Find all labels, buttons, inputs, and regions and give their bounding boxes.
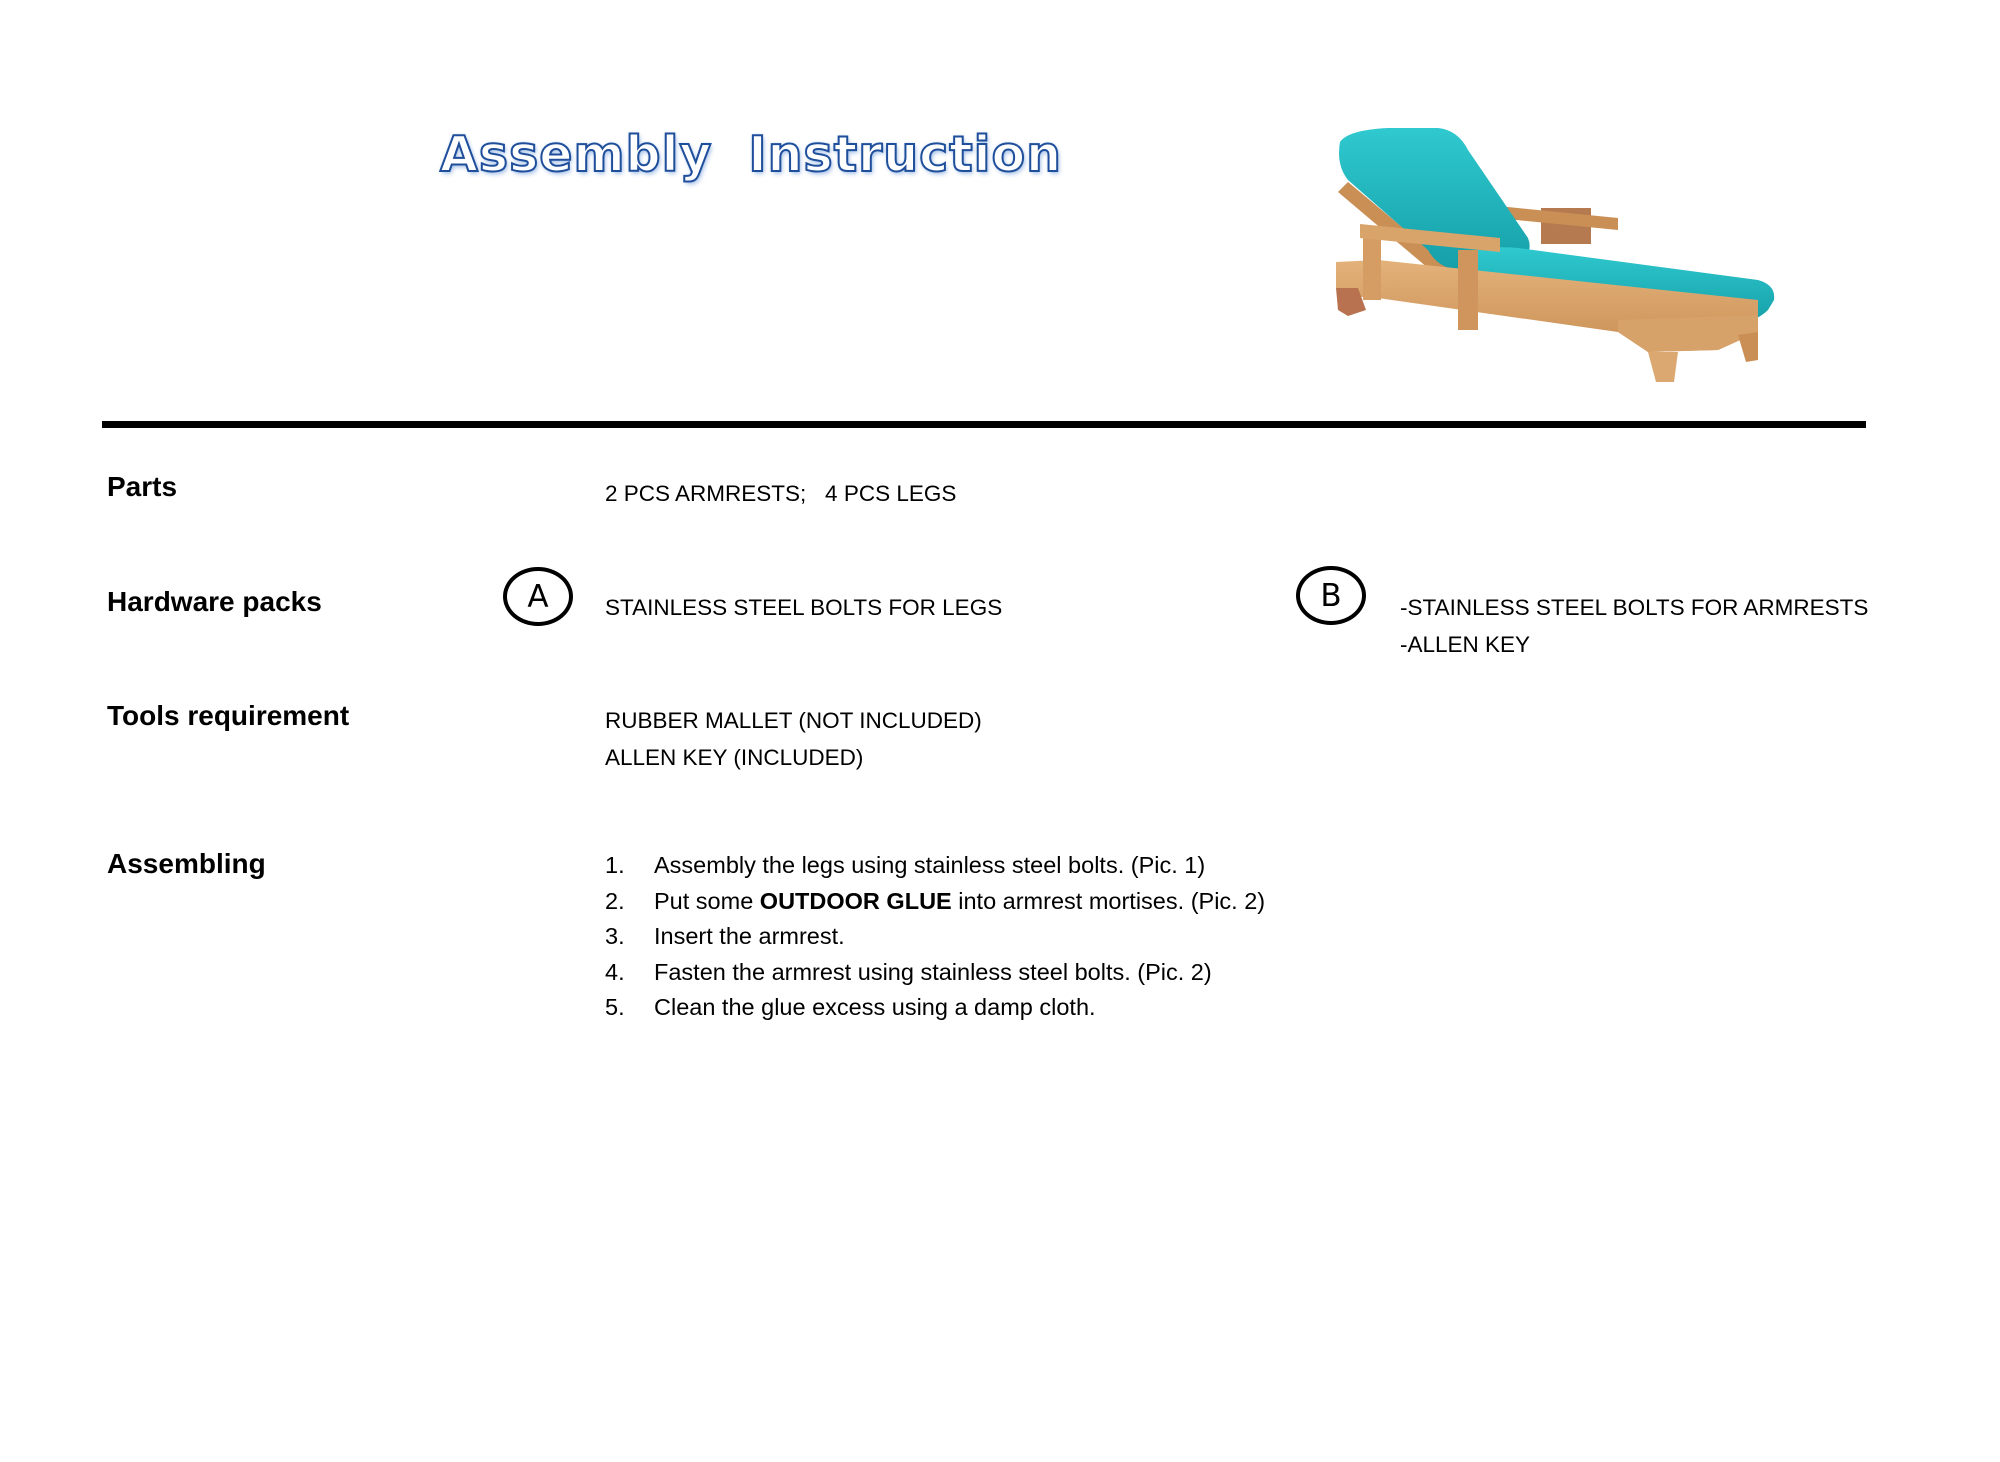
chaise-lounge-chair-image (1318, 120, 1808, 395)
tools-requirement-label: Tools requirement (107, 700, 350, 731)
step-number: 5. (605, 994, 625, 1020)
title-word-1: Assembly (440, 126, 713, 183)
header-divider (102, 421, 1866, 428)
title-word-2: Instruction (748, 126, 1062, 183)
step-text-post: into armrest mortises. (Pic. 2) (951, 887, 1266, 914)
step-text: Insert the armrest. (654, 923, 845, 949)
pack-b-line-2: -ALLEN KEY (1400, 632, 1531, 657)
hardware-packs-label: Hardware packs (107, 586, 322, 617)
tools-line-2: ALLEN KEY (INCLUDED) (605, 745, 864, 770)
assembly-step (605, 888, 1265, 924)
tools-line-1: RUBBER MALLET (NOT INCLUDED) (605, 708, 982, 733)
assembly-step (605, 994, 1265, 1030)
pack-b-letter: B (1320, 577, 1342, 614)
pack-b-marker (1296, 566, 1366, 625)
parts-text: 2 PCS ARMRESTS; 4 PCS LEGS (605, 481, 957, 506)
step-text (654, 888, 1265, 924)
step-text: Fasten the armrest using stainless steel bolts. (Pic. 2) (654, 958, 1212, 985)
assembly-steps-list (605, 852, 1265, 1030)
step-text: Assembly the legs using stainless steel bolts. (Pic. 1) (654, 852, 1206, 878)
step-text-emphasis: OUTDOOR GLUE (759, 887, 952, 914)
pack-a-marker (503, 567, 573, 626)
step-text-pre: Put some (654, 887, 760, 914)
assembly-step (605, 959, 1265, 995)
assembly-step (605, 923, 1265, 959)
step-number: 2. (605, 887, 625, 914)
pack-b-line-1: -STAINLESS STEEL BOLTS FOR ARMRESTS (1400, 595, 1869, 620)
pack-a-letter: A (527, 578, 549, 615)
step-number: 4. (605, 958, 625, 985)
assembling-label: Assembling (107, 848, 266, 879)
step-number: 1. (605, 852, 625, 878)
parts-label: Parts (107, 471, 178, 502)
page-title (440, 126, 1062, 183)
step-number: 3. (605, 923, 625, 949)
assembly-step (605, 852, 1265, 888)
step-text: Clean the glue excess using a damp cloth. (654, 994, 1096, 1020)
pack-a-text: STAINLESS STEEL BOLTS FOR LEGS (605, 595, 1003, 620)
